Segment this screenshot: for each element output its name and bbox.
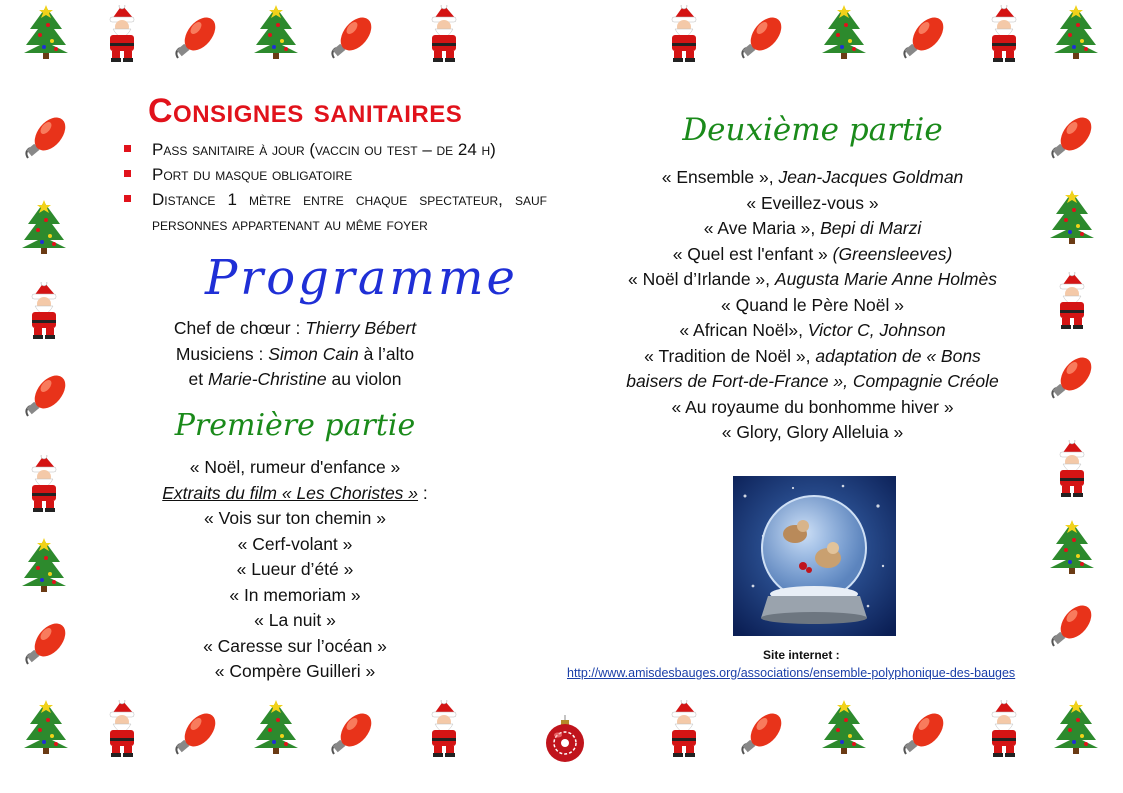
christmas-tree-icon <box>22 700 70 758</box>
snow-globe-image <box>733 476 896 636</box>
christmas-tree-icon <box>820 5 868 63</box>
song-item: « Eveillez-vous » <box>746 192 879 213</box>
light-bulb-icon <box>1048 112 1096 170</box>
song-item: « Ensemble », Jean-Jacques Goldman <box>661 167 964 187</box>
song-item: « La nuit » <box>254 610 336 630</box>
santa-icon <box>98 5 146 63</box>
santa-icon <box>20 455 68 513</box>
song-item: « In memoriam » <box>229 584 361 605</box>
site-label: Site internet : <box>763 648 840 662</box>
light-bulb-icon <box>738 12 786 70</box>
light-bulb-icon <box>22 112 70 170</box>
song-item: « Au royaume du bonhomme hiver » <box>671 396 954 417</box>
christmas-tree-icon <box>1052 700 1100 758</box>
santa-icon <box>420 700 468 758</box>
santa-icon <box>420 5 468 63</box>
christmas-tree-icon <box>252 5 300 63</box>
song-item: « Glory, Glory Alleluia » <box>721 422 904 442</box>
song-item: « Noël, rumeur d'enfance » <box>189 457 401 477</box>
site-link[interactable]: http://www.amisdesbauges.org/associations/ensemble-polyphonique-des-bauges <box>567 666 1016 680</box>
song-item: « Quel est l'enfant » (Greensleeves) <box>672 243 953 264</box>
light-bulb-icon <box>900 12 948 70</box>
christmas-tree-icon <box>252 700 300 758</box>
list-item: Port du masque obligatoire <box>122 162 547 187</box>
christmas-ball-icon <box>543 715 587 765</box>
song-item: « Noël d’Irlande », Augusta Marie Anne Holmès <box>627 269 997 289</box>
light-bulb-icon <box>1048 600 1096 658</box>
song-item: baisers de Fort-de-France », Compagnie Créole <box>626 371 999 391</box>
song-item: « Lueur d’été » <box>236 559 354 579</box>
light-bulb-icon <box>22 618 70 676</box>
chef-line: Chef de chœur : Thierry Bébert <box>173 318 417 338</box>
light-bulb-icon <box>1048 352 1096 410</box>
song-item: « Quand le Père Noël » <box>721 294 904 315</box>
part1-list <box>150 455 440 685</box>
christmas-tree-icon <box>20 200 68 258</box>
musicians-line: Musiciens : Simon Cain à l’alto <box>175 343 415 364</box>
song-item: « Caresse sur l’océan » <box>203 635 387 656</box>
song-item: « Compère Guilleri » <box>214 661 376 681</box>
christmas-tree-icon <box>20 538 68 596</box>
santa-icon <box>660 700 708 758</box>
song-item: « Vois sur ton chemin » <box>204 508 386 528</box>
list-item: Distance 1 mètre entre chaque spectateur, sauf personnes appartenant au même foyer <box>122 187 547 237</box>
programme-title: Programme <box>205 250 518 306</box>
santa-icon <box>20 282 68 340</box>
santa-icon <box>660 5 708 63</box>
song-item: « African Noël», Victor C, Johnson <box>679 320 946 340</box>
film-line: Extraits du film « Les Choristes » : <box>162 482 428 503</box>
light-bulb-icon <box>328 708 376 766</box>
santa-icon <box>980 700 1028 758</box>
song-item: « Tradition de Noël », adaptation de « Bons <box>644 345 981 366</box>
christmas-tree-icon <box>820 700 868 758</box>
light-bulb-icon <box>22 370 70 428</box>
sanitary-list <box>122 137 547 237</box>
light-bulb-icon <box>172 708 220 766</box>
part2-list <box>600 165 1025 446</box>
list-item: Pass sanitaire à jour (vaccin ou test – de 24 h) <box>122 137 547 162</box>
santa-icon <box>98 700 146 758</box>
christmas-tree-icon <box>1048 190 1096 248</box>
christmas-tree-icon <box>1052 5 1100 63</box>
musicians-line-2: et Marie-Christine au violon <box>188 369 402 389</box>
song-item: « Ave Maria », Bepi di Marzi <box>703 218 922 238</box>
bullet-icon <box>124 145 131 152</box>
light-bulb-icon <box>738 708 786 766</box>
santa-icon <box>980 5 1028 63</box>
light-bulb-icon <box>328 12 376 70</box>
light-bulb-icon <box>172 12 220 70</box>
bullet-icon <box>124 195 131 202</box>
christmas-tree-icon <box>22 5 70 63</box>
credits <box>150 316 440 393</box>
sanitary-title: Consignes sanitaires <box>148 92 463 130</box>
santa-icon <box>1048 272 1096 330</box>
light-bulb-icon <box>900 708 948 766</box>
part2-title: Deuxième partie <box>682 112 943 148</box>
bullet-icon <box>124 170 131 177</box>
santa-icon <box>1048 440 1096 498</box>
part1-title: Première partie <box>174 408 416 443</box>
christmas-tree-icon <box>1048 520 1096 578</box>
song-item: « Cerf-volant » <box>237 533 353 554</box>
